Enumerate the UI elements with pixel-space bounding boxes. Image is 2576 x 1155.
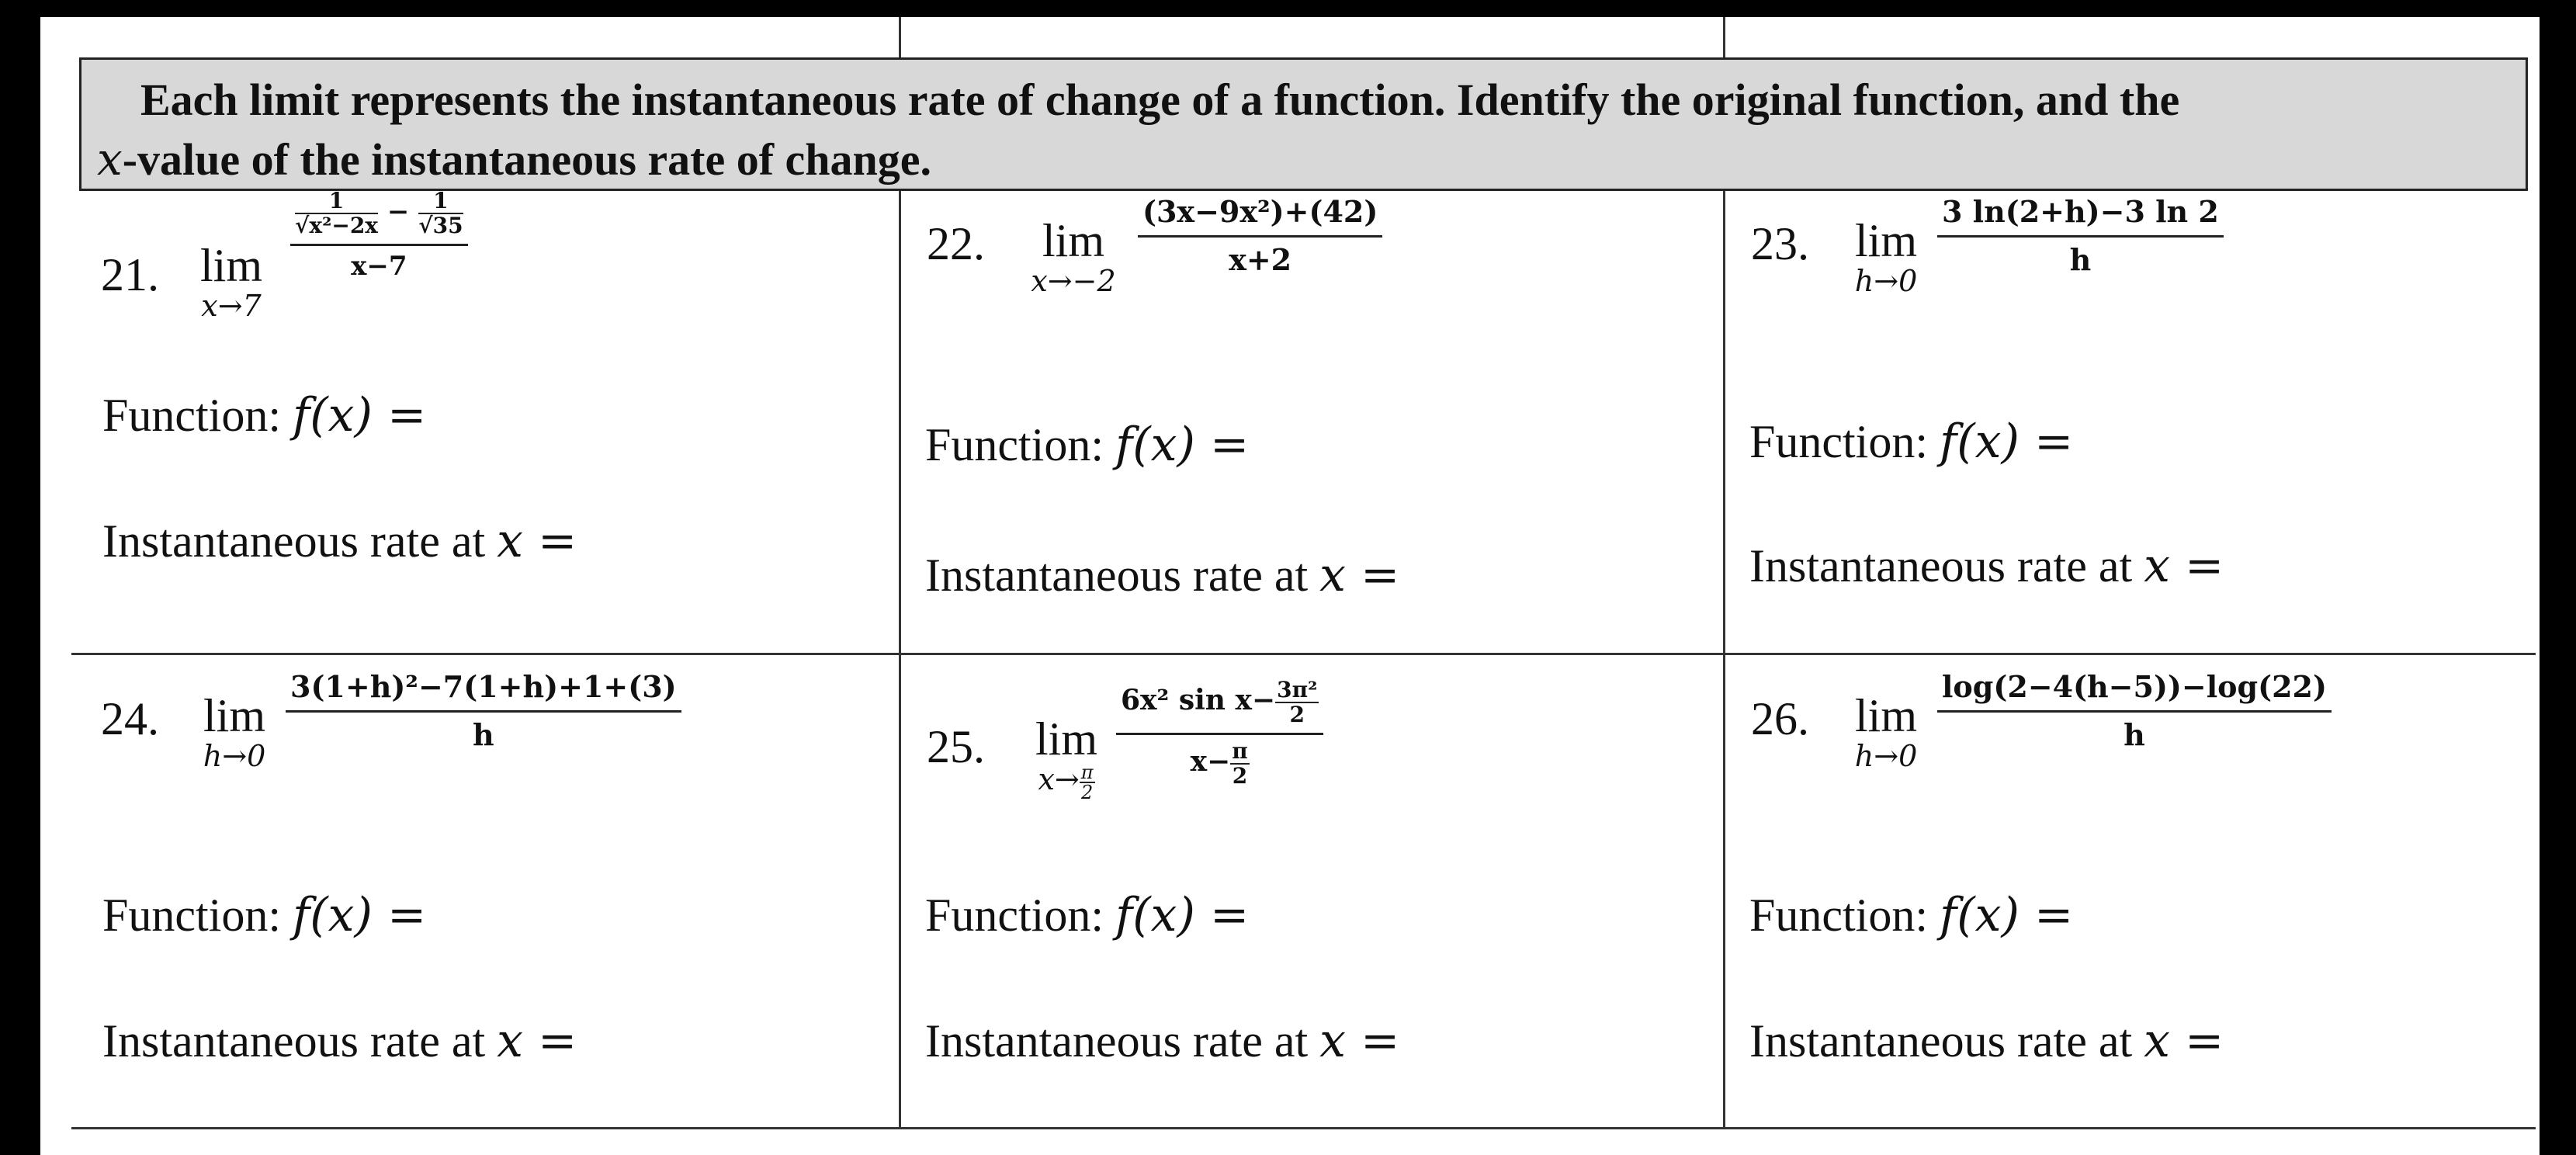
fraction-denominator: x− $\frac{\pi}{2}$ [1190, 738, 1248, 789]
fraction-numerator: 3 ln(2+h)−3 ln 2 [1937, 194, 2224, 238]
instructions-line2 [97, 134, 931, 185]
lim-subscript: x→−2 [1031, 264, 1116, 298]
problem-number: 22. [927, 218, 985, 269]
instructions-x-var: x [97, 133, 123, 186]
lim-subscript: x→ $\frac{\pi}{2}$ [1038, 761, 1094, 803]
worksheet-page [40, 17, 2540, 1155]
rate-label: Instantaneous rate at x = [925, 1014, 1400, 1068]
function-label: Function: f(x) = [925, 888, 1250, 942]
fraction-denominator: x−7 [351, 251, 407, 282]
inner-numerator-b: 1 [418, 189, 463, 214]
fraction-numerator: 3(1+h)²−7(1+h)+1+(3) [286, 669, 681, 713]
limit-fraction [1937, 669, 2332, 752]
limit-fraction [286, 669, 681, 752]
lim-text: lim [203, 690, 265, 741]
limit-operator [185, 242, 278, 323]
rate-label: Instantaneous rate at x = [925, 548, 1400, 602]
limit-operator [1015, 217, 1132, 298]
rate-label: Instantaneous rate at x = [102, 1014, 577, 1068]
rate-label: Instantaneous rate at x = [102, 514, 577, 568]
problem-number: 24. [101, 693, 159, 744]
limit-operator [188, 692, 281, 773]
fraction-denominator: h [472, 717, 494, 752]
fraction-denominator: h [2069, 242, 2092, 277]
lim-text: lim [1854, 690, 1917, 741]
lim-text: lim [199, 240, 262, 291]
instructions-line2-rest: -value of the instantaneous rate of change. [122, 134, 932, 185]
row-divider-1 [71, 653, 2536, 655]
problem-number: 26. [1751, 693, 1809, 744]
limit-operator [1020, 713, 1113, 803]
fraction-numerator: (3x−9x²)+(42) [1138, 194, 1382, 238]
fraction-numerator: log(2−4(h−5))−log(22) [1937, 669, 2332, 713]
row-divider-2 [71, 1127, 2536, 1129]
lim-text: lim [1854, 215, 1917, 266]
fraction-numerator: 6x² sin x− $\frac{\text{3π²}}{2}$ [1116, 678, 1323, 735]
function-label: Function: f(x) = [102, 888, 427, 942]
lim-subscript: h→0 [1854, 264, 1918, 298]
lim-subscript: h→0 [203, 739, 266, 773]
inner-denominator-a: √x²−2x [295, 213, 378, 238]
function-label: Function: f(x) = [1749, 888, 2074, 942]
fraction-denominator: x+2 [1229, 242, 1292, 277]
function-label: Function: f(x) = [1749, 414, 2074, 469]
lim-text: lim [1042, 215, 1104, 266]
lim-text: lim [1035, 713, 1097, 765]
lim-subscript: h→0 [1854, 739, 1918, 773]
fraction-denominator: h [2124, 717, 2145, 752]
inner-denominator-b: √35 [418, 213, 463, 238]
fraction-numerator: $\frac{1}{\text{√x²−2x}}$ − $\frac{1}{√35}$ [290, 189, 468, 246]
function-label: Function: f(x) = [925, 418, 1250, 472]
problem-number: 23. [1751, 218, 1809, 269]
rate-label: Instantaneous rate at x = [1749, 539, 2224, 593]
limit-operator [1839, 692, 1933, 773]
lim-subscript: x→7 [201, 289, 262, 323]
limit-fraction [1138, 194, 1382, 277]
rate-label: Instantaneous rate at x = [1749, 1014, 2224, 1068]
inner-numerator-a: 1 [295, 189, 378, 214]
limit-fraction [290, 189, 468, 282]
instructions-line1: Each limit represents the instantaneous rate of change of a function. Identify the original function, and the [140, 75, 2180, 125]
limit-fraction [1937, 194, 2224, 277]
function-label: Function: f(x) = [102, 388, 427, 442]
problem-number: 21. [101, 249, 159, 300]
limit-fraction [1116, 678, 1323, 788]
problem-number: 25. [927, 721, 985, 772]
limit-operator [1839, 217, 1933, 298]
instructions-box [79, 57, 2528, 191]
